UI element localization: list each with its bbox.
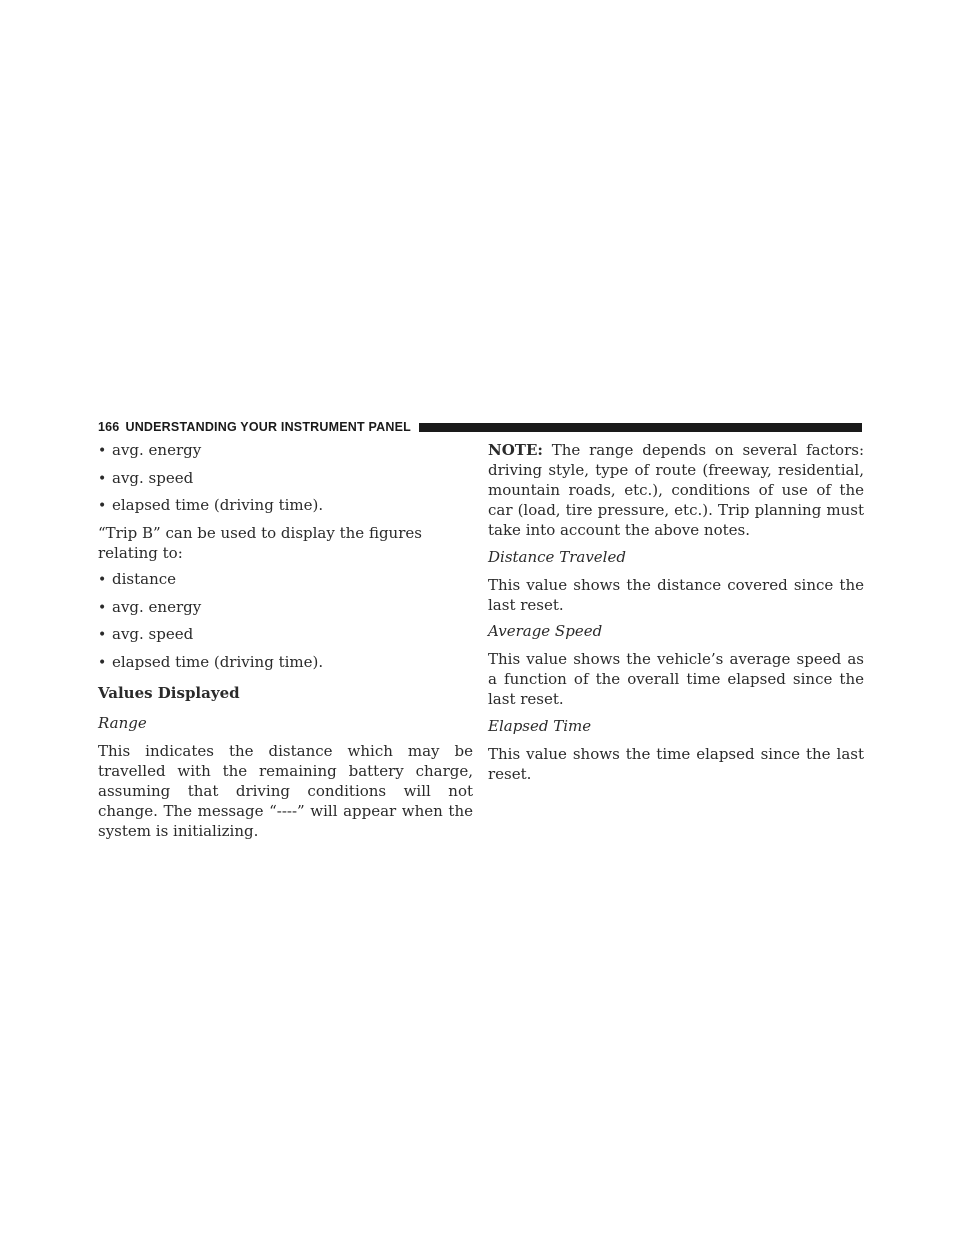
bullet-icon: • [98,572,107,588]
bullet-icon: • [98,627,107,643]
elapsed-time-heading: Elapsed Time [488,716,592,735]
list-item: • avg. energy [98,441,202,459]
trip-b-intro: “Trip B” can be used to display the figures relating to: [98,523,422,562]
distance-traveled-text: This value shows the distance covered since the last reset. [488,575,864,614]
right-column [488,440,864,790]
list-item: • avg. speed [98,468,194,487]
bullet-icon: • [98,443,107,459]
section-title: UNDERSTANDING YOUR INSTRUMENT PANEL [125,420,411,434]
list-item: • elapsed time (driving time). [98,652,324,671]
page-header [98,418,862,436]
values-displayed-heading: Values Displayed [98,683,240,702]
note-label: NOTE: [488,441,543,459]
average-speed-heading: Average Speed [488,622,603,640]
bullet-icon: • [98,599,107,616]
distance-traveled-heading: Distance Traveled [488,547,626,566]
range-heading: Range [98,713,147,732]
left-column [98,440,473,847]
list-item: • avg. energy [98,597,202,616]
bullet-icon: • [98,470,107,487]
bullet-icon: • [98,654,107,671]
list-item: • elapsed time (driving time). [98,496,324,514]
range-text: This indicates the distance which may be travelled with the remaining battery charge, assuming that driving conditions will not change. The message “----” will appear when the system is initializing. [98,741,473,840]
list-item: • distance [98,570,177,588]
list-item: • avg. speed [98,625,194,643]
note-text: The range depends on several factors: driving style, type of route (freeway, residential, mountain roads, etc.), conditions of use of the car (load, tire pressure, etc.). Trip planning must take into account the above notes. [488,441,864,539]
elapsed-time-text: This value shows the time elapsed since the last reset. [488,744,864,783]
page-number: 166 [98,420,120,434]
average-speed-text: This value shows the vehicle’s average speed as a function of the overall time elapsed since the last reset. [488,650,864,708]
note-paragraph [488,440,864,540]
header-rule [419,423,862,432]
bullet-icon: • [98,498,107,514]
